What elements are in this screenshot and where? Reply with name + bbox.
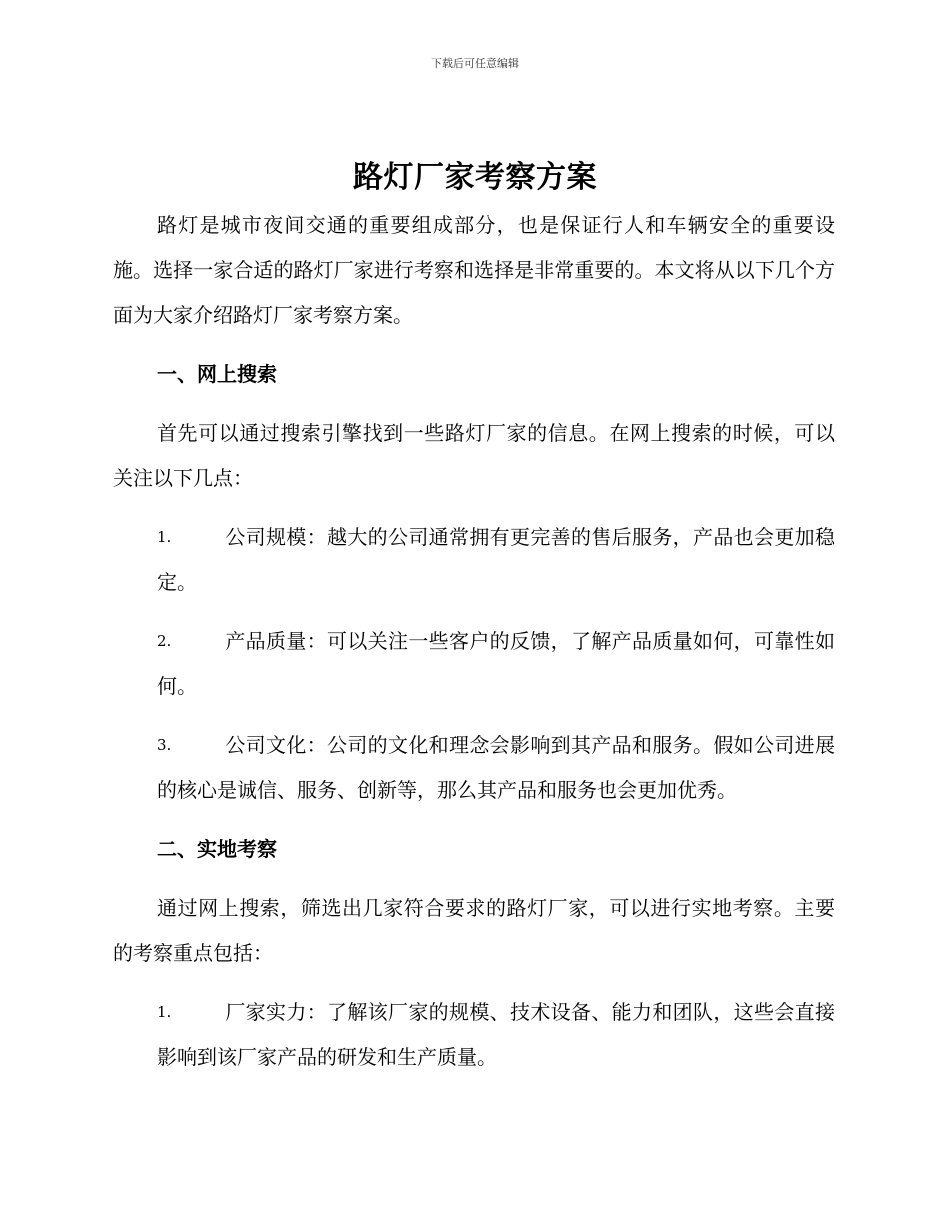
section2-lead-paragraph: 通过网上搜索，筛选出几家符合要求的路灯厂家，可以进行实地考察。主要的考察重点包括： bbox=[113, 896, 835, 965]
document-title: 路灯厂家考察方案 bbox=[353, 160, 597, 195]
list-item-text: 厂家实力：了解该厂家的规模、技术设备、能力和团队，这些会直接影响到该厂家产品的研发和生产质量。 bbox=[157, 1000, 835, 1069]
list-item bbox=[113, 619, 835, 709]
section-heading-online-search: 一、网上搜索 bbox=[157, 362, 277, 386]
list-number: 1. bbox=[157, 528, 172, 546]
list-number: 2. bbox=[157, 632, 172, 650]
list-number: 3. bbox=[157, 736, 172, 754]
document-body bbox=[113, 203, 835, 1080]
list-item-text: 产品质量：可以关注一些客户的反馈，了解产品质量如何，可靠性如何。 bbox=[157, 629, 835, 698]
intro-paragraph: 路灯是城市夜间交通的重要组成部分，也是保证行人和车辆安全的重要设施。选择一家合适的路灯厂家进行考察和选择是非常重要的。本文将从以下几个方面为大家介绍路灯厂家考察方案。 bbox=[113, 213, 835, 327]
list-item bbox=[113, 515, 835, 605]
list-item bbox=[113, 990, 835, 1080]
list-item bbox=[113, 723, 835, 813]
section1-lead-paragraph: 首先可以通过搜索引擎找到一些路灯厂家的信息。在网上搜索的时候，可以关注以下几点： bbox=[113, 421, 835, 490]
list-number: 1. bbox=[157, 1003, 172, 1021]
header-note: 下载后可任意编辑 bbox=[431, 57, 519, 70]
list-item-text: 公司规模：越大的公司通常拥有更完善的售后服务，产品也会更加稳定。 bbox=[157, 525, 835, 594]
list-item-text: 公司文化：公司的文化和理念会影响到其产品和服务。假如公司进展的核心是诚信、服务、创新等，那么其产品和服务也会更加优秀。 bbox=[157, 733, 835, 802]
section-heading-site-inspection: 二、实地考察 bbox=[157, 837, 277, 861]
